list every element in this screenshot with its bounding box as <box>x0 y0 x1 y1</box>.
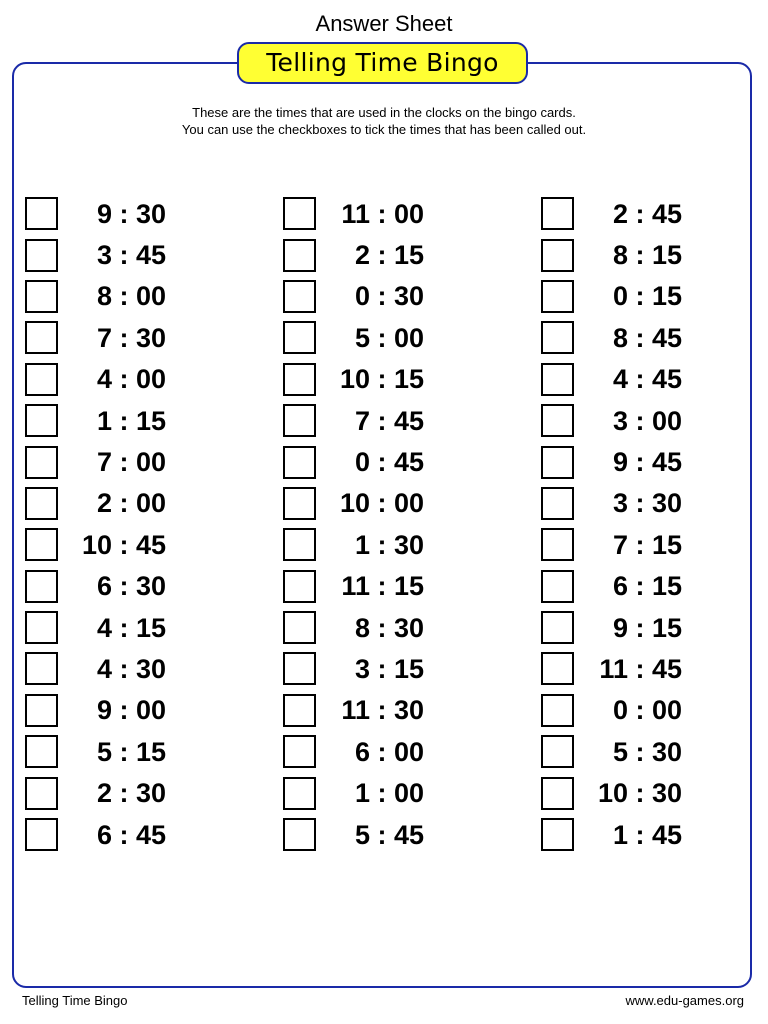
time-label: 11 : 30 <box>341 695 424 726</box>
time-checkbox[interactable] <box>25 487 58 520</box>
time-checkbox[interactable] <box>541 818 574 851</box>
footer-title: Telling Time Bingo <box>22 993 128 1008</box>
instructions-line-1: These are the times that are used in the clocks on the bingo cards. <box>192 105 576 120</box>
time-label: 10 : 15 <box>339 364 424 395</box>
time-checkbox[interactable] <box>541 404 574 437</box>
time-checkbox[interactable] <box>283 280 316 313</box>
time-checkbox[interactable] <box>25 197 58 230</box>
page-heading: Answer Sheet <box>315 11 453 36</box>
time-row <box>541 317 711 358</box>
time-checkbox[interactable] <box>541 239 574 272</box>
time-label: 0 : 00 <box>612 695 682 726</box>
time-checkbox[interactable] <box>25 446 58 479</box>
time-row <box>541 359 711 400</box>
time-row <box>25 566 195 607</box>
time-label: 11 : 15 <box>341 571 424 602</box>
time-row <box>283 193 453 234</box>
time-label: 3 : 45 <box>96 240 166 271</box>
time-checkbox[interactable] <box>283 528 316 561</box>
time-checkbox[interactable] <box>541 280 574 313</box>
time-checkbox[interactable] <box>283 446 316 479</box>
time-row <box>283 359 453 400</box>
time-checkbox[interactable] <box>283 404 316 437</box>
time-checkbox[interactable] <box>283 363 316 396</box>
time-row <box>541 441 711 482</box>
time-row <box>25 193 195 234</box>
time-checkbox[interactable] <box>25 404 58 437</box>
time-row <box>283 648 453 689</box>
time-label: 1 : 30 <box>354 529 424 560</box>
time-label: 11 : 45 <box>599 653 682 684</box>
time-label: 6 : 15 <box>612 571 682 602</box>
time-checkbox[interactable] <box>541 652 574 685</box>
time-row <box>283 607 453 648</box>
time-checkbox[interactable] <box>25 652 58 685</box>
time-label: 4 : 45 <box>612 364 682 395</box>
time-checkbox[interactable] <box>541 694 574 727</box>
time-checkbox[interactable] <box>541 735 574 768</box>
time-row <box>541 483 711 524</box>
time-row <box>25 731 195 772</box>
time-row <box>25 690 195 731</box>
time-label: 7 : 30 <box>96 322 166 353</box>
time-label: 10 : 45 <box>81 529 166 560</box>
time-row <box>541 814 711 855</box>
time-checkbox[interactable] <box>25 570 58 603</box>
time-row <box>283 400 453 441</box>
time-column-2 <box>283 193 453 855</box>
time-row <box>25 276 195 317</box>
footer-website: www.edu-games.org <box>625 993 744 1008</box>
time-label: 8 : 00 <box>96 281 166 312</box>
time-checkbox[interactable] <box>283 570 316 603</box>
time-row <box>541 400 711 441</box>
time-row <box>283 234 453 275</box>
time-checkbox[interactable] <box>283 777 316 810</box>
time-checkbox[interactable] <box>541 528 574 561</box>
time-row <box>25 607 195 648</box>
time-checkbox[interactable] <box>283 487 316 520</box>
time-row <box>541 566 711 607</box>
time-row <box>283 772 453 813</box>
time-row <box>283 276 453 317</box>
time-checkbox[interactable] <box>541 487 574 520</box>
time-checkbox[interactable] <box>25 321 58 354</box>
time-checkbox[interactable] <box>25 280 58 313</box>
time-checkbox[interactable] <box>25 735 58 768</box>
time-checkbox[interactable] <box>25 611 58 644</box>
time-row <box>541 234 711 275</box>
time-label: 5 : 30 <box>612 736 682 767</box>
time-column-3 <box>541 193 711 855</box>
time-label: 6 : 00 <box>354 736 424 767</box>
time-row <box>541 690 711 731</box>
time-label: 1 : 00 <box>354 778 424 809</box>
time-checkbox[interactable] <box>25 528 58 561</box>
time-checkbox[interactable] <box>541 446 574 479</box>
time-checkbox[interactable] <box>283 735 316 768</box>
time-checkbox[interactable] <box>541 611 574 644</box>
time-label: 5 : 45 <box>354 819 424 850</box>
time-row <box>25 524 195 565</box>
time-checkbox[interactable] <box>25 818 58 851</box>
time-row <box>25 483 195 524</box>
time-columns <box>0 193 768 853</box>
time-checkbox[interactable] <box>541 363 574 396</box>
time-row <box>541 276 711 317</box>
time-label: 5 : 00 <box>354 322 424 353</box>
time-column-1 <box>25 193 195 855</box>
time-label: 3 : 15 <box>354 653 424 684</box>
time-checkbox[interactable] <box>541 197 574 230</box>
time-label: 10 : 30 <box>597 778 682 809</box>
time-row <box>25 441 195 482</box>
time-row <box>25 814 195 855</box>
time-label: 9 : 45 <box>612 447 682 478</box>
time-checkbox[interactable] <box>541 321 574 354</box>
time-checkbox[interactable] <box>541 570 574 603</box>
time-label: 1 : 15 <box>96 405 166 436</box>
time-row <box>541 731 711 772</box>
time-label: 0 : 30 <box>354 281 424 312</box>
time-label: 2 : 15 <box>354 240 424 271</box>
time-row <box>541 648 711 689</box>
time-label: 0 : 45 <box>354 447 424 478</box>
time-label: 5 : 15 <box>96 736 166 767</box>
time-checkbox[interactable] <box>283 197 316 230</box>
title-badge <box>237 42 528 84</box>
time-row <box>283 441 453 482</box>
time-row <box>541 193 711 234</box>
time-checkbox[interactable] <box>25 363 58 396</box>
time-label: 11 : 00 <box>341 198 424 229</box>
page-title: Telling Time Bingo <box>266 48 499 77</box>
time-label: 6 : 45 <box>96 819 166 850</box>
time-label: 7 : 45 <box>354 405 424 436</box>
time-checkbox[interactable] <box>283 694 316 727</box>
time-checkbox[interactable] <box>541 777 574 810</box>
time-label: 4 : 00 <box>96 364 166 395</box>
time-checkbox[interactable] <box>283 239 316 272</box>
time-checkbox[interactable] <box>25 777 58 810</box>
time-checkbox[interactable] <box>283 652 316 685</box>
time-row <box>25 317 195 358</box>
instructions-line-2: You can use the checkboxes to tick the times that has been called out. <box>181 122 587 137</box>
time-label: 1 : 45 <box>612 819 682 850</box>
time-row <box>541 524 711 565</box>
time-label: 9 : 30 <box>96 198 166 229</box>
time-checkbox[interactable] <box>25 239 58 272</box>
time-row <box>541 772 711 813</box>
time-row <box>25 648 195 689</box>
time-checkbox[interactable] <box>283 611 316 644</box>
time-checkbox[interactable] <box>283 818 316 851</box>
time-row <box>25 772 195 813</box>
time-label: 3 : 30 <box>612 488 682 519</box>
time-label: 7 : 15 <box>612 529 682 560</box>
time-row <box>25 359 195 400</box>
time-row <box>283 524 453 565</box>
time-label: 2 : 45 <box>612 198 682 229</box>
time-checkbox[interactable] <box>25 694 58 727</box>
time-label: 2 : 00 <box>96 488 166 519</box>
time-checkbox[interactable] <box>283 321 316 354</box>
time-row <box>25 400 195 441</box>
time-row <box>541 607 711 648</box>
time-row <box>283 690 453 731</box>
time-row <box>283 483 453 524</box>
time-label: 8 : 15 <box>612 240 682 271</box>
time-label: 6 : 30 <box>96 571 166 602</box>
time-label: 4 : 30 <box>96 653 166 684</box>
time-label: 9 : 00 <box>96 695 166 726</box>
time-row <box>25 234 195 275</box>
instructions <box>0 104 768 138</box>
time-label: 9 : 15 <box>612 612 682 643</box>
time-label: 3 : 00 <box>612 405 682 436</box>
time-label: 0 : 15 <box>612 281 682 312</box>
time-label: 2 : 30 <box>96 778 166 809</box>
time-row <box>283 814 453 855</box>
time-row <box>283 317 453 358</box>
time-label: 8 : 45 <box>612 322 682 353</box>
time-row <box>283 731 453 772</box>
time-label: 10 : 00 <box>339 488 424 519</box>
time-row <box>283 566 453 607</box>
time-label: 7 : 00 <box>96 447 166 478</box>
time-label: 4 : 15 <box>96 612 166 643</box>
time-label: 8 : 30 <box>354 612 424 643</box>
